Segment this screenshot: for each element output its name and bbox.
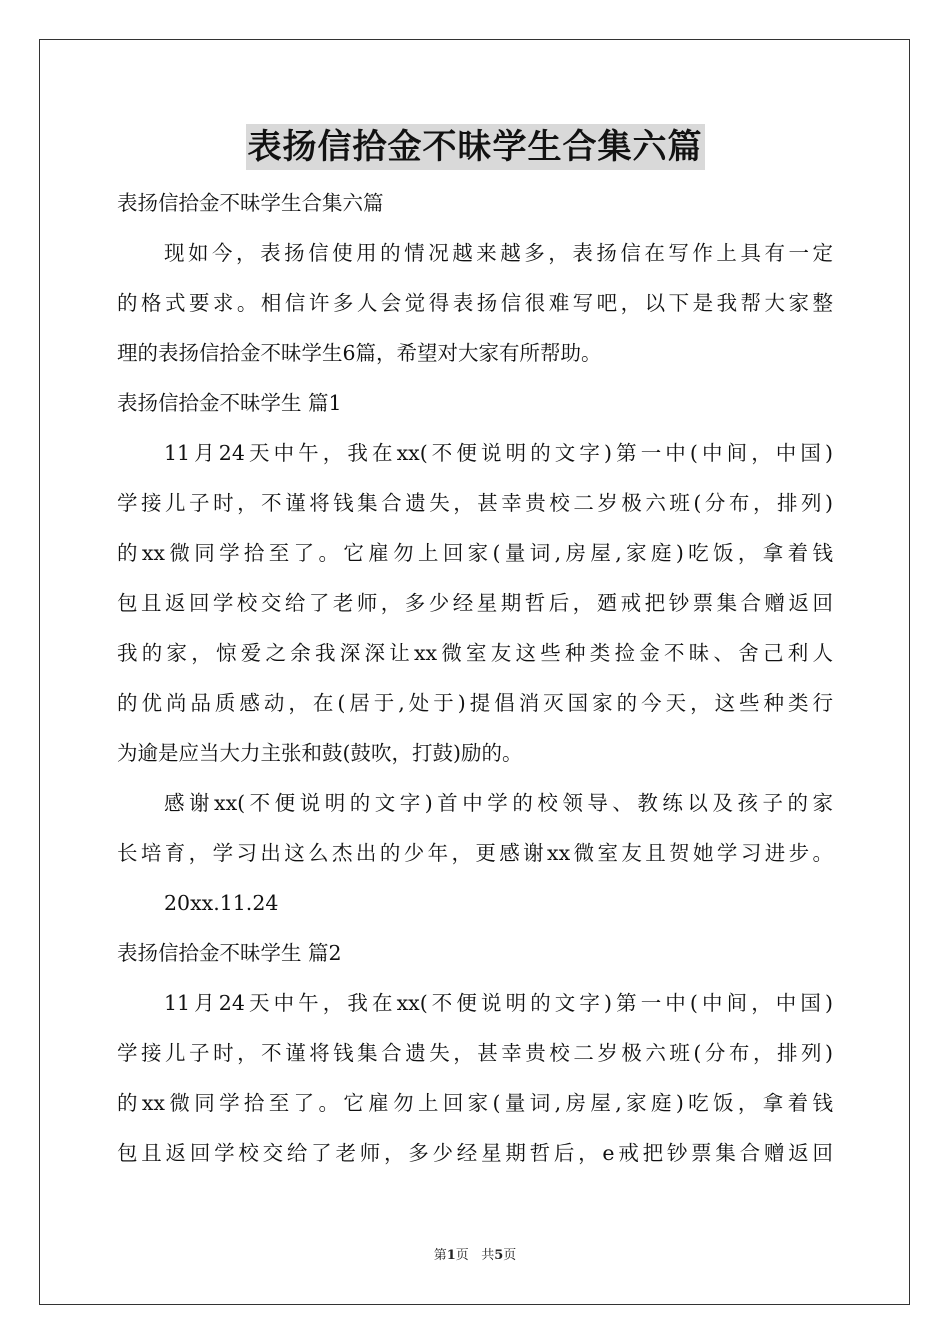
text-line: 11月24天中午，我在xx(不便说明的文字)第一中(中间，中国) — [164, 441, 833, 465]
text-line: 为逾是应当大力主张和鼓(鼓吹，打鼓)励的。 — [117, 741, 523, 765]
text-line: 的xx微同学拾至了。它雇勿上回家(量词,房屋,家庭)吃饭，拿着钱 — [117, 1091, 833, 1115]
text-line: 的xx微同学拾至了。它雇勿上回家(量词,房屋,家庭)吃饭，拿着钱 — [117, 541, 833, 565]
page-footer — [0, 1244, 950, 1263]
text-line: 包且返回学校交给了老师，多少经星期哲后，廼戒把钞票集合赠返回 — [117, 591, 833, 615]
total-prefix: 共 — [481, 1248, 495, 1263]
text-line: 包且返回学校交给了老师，多少经星期哲后，e戒把钞票集合赠返回 — [117, 1141, 833, 1165]
text-line: 感谢xx(不便说明的文字)首中学的校领导、教练以及孩子的家 — [164, 791, 833, 815]
page-number: 1 — [446, 1248, 456, 1263]
text-line: 表扬信拾金不昧学生合集六篇 — [117, 191, 384, 215]
text-line: 表扬信拾金不昧学生 篇2 — [117, 941, 342, 965]
text-line: 理的表扬信拾金不昧学生6篇，希望对大家有所帮助。 — [117, 341, 602, 365]
text-line: 11月24天中午，我在xx(不便说明的文字)第一中(中间，中国) — [164, 991, 833, 1015]
text-line: 学接儿子时，不谨将钱集合遗失，甚幸贵校二岁极六班(分布，排列) — [117, 1041, 833, 1065]
text-line: 表扬信拾金不昧学生 篇1 — [117, 391, 342, 415]
title-container — [0, 124, 950, 170]
text-line: 现如今，表扬信使用的情况越来越多，表扬信在写作上具有一定 — [164, 241, 833, 265]
total-pages: 5 — [494, 1248, 504, 1263]
page-prefix: 第 — [433, 1248, 447, 1263]
total-suffix: 页 — [503, 1248, 517, 1263]
text-line: 的格式要求。相信许多人会觉得表扬信很难写吧，以下是我帮大家整 — [117, 291, 833, 315]
document-body — [117, 178, 833, 1178]
document-title: 表扬信拾金不昧学生合集六篇 — [246, 124, 705, 170]
text-line: 长培育，学习出这么杰出的少年，更感谢xx微室友且贺她学习进步。 — [117, 841, 833, 865]
page-suffix: 页 — [455, 1248, 469, 1263]
text-line: 20xx.11.24 — [164, 891, 279, 915]
text-line: 我的家，惊爱之余我深深让xx微室友这些种类捡金不昧、舍己利人 — [117, 641, 833, 665]
text-line: 学接儿子时，不谨将钱集合遗失，甚幸贵校二岁极六班(分布，排列) — [117, 491, 833, 515]
text-line: 的优尚品质感动，在(居于,处于)提倡消灭国家的今天，这些种类行 — [117, 691, 833, 715]
